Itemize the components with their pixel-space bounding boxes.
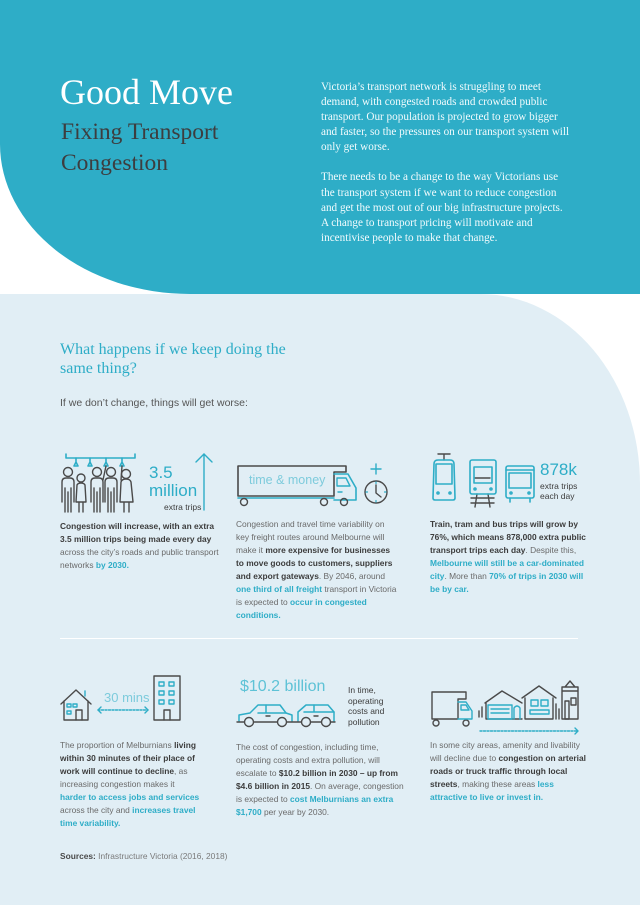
stat-value: 3.5: [149, 463, 173, 482]
stat-value: 30 mins: [104, 690, 150, 705]
truck-houses-icon: [430, 673, 582, 735]
sources-text: Infrastructure Victoria (2016, 2018): [98, 851, 228, 861]
stat-card-freight: [236, 452, 416, 622]
highlighted-text: increases travel time variability.: [60, 805, 196, 828]
highlighted-text: one third of all freight: [236, 584, 323, 594]
body-text: . More than: [444, 571, 490, 581]
highlighted-text: Melbourne will still be a car-dominated city: [430, 558, 585, 581]
arrow-up-icon: [194, 452, 214, 514]
stat-description: [60, 520, 220, 572]
body-text: Congestion and travel time variability on key freight routes around Melbourne will make it: [236, 519, 385, 555]
body-text: . Despite this,: [525, 545, 577, 555]
body-text: across the city and: [60, 805, 133, 815]
highlighted-text: occur in congested conditions.: [236, 597, 367, 620]
bold-text: congestion on arterial roads or truck traffic through local streets: [430, 753, 586, 789]
body-text: The cost of congestion, including time, operating costs and extra pollution, will escalate to: [236, 742, 380, 778]
highlighted-text: harder to access jobs and services: [60, 792, 200, 802]
section-heading: What happens if we keep doing the same thing?: [60, 341, 286, 377]
tram-train-bus-icon: [430, 452, 540, 514]
section-lead: If we don’t change, things will get worse:: [60, 397, 248, 409]
highlighted-text: cost Melburnians an extra $1,700: [236, 794, 394, 817]
stat-description: [430, 739, 590, 804]
stat-description: [236, 741, 408, 819]
stat-value: 878k: [540, 460, 577, 479]
section-divider: [60, 638, 578, 639]
intro-paragraph: Victoria’s transport network is struggling to meet demand, with congested roads and crowded public transport. Our population is projected to grow bigger and faster, so the pressures on our transport system will only get worse.: [321, 81, 570, 154]
stat-card-cost: [236, 675, 416, 819]
body-text: across the city’s roads and public transport networks: [60, 547, 219, 570]
body-text: transport in Victoria is expected to: [236, 584, 397, 607]
stat-caption: extra trips: [540, 481, 578, 491]
bold-text: $10.2 billion in 2030 – up from $4.6 billion in 2015: [236, 768, 398, 791]
stat-caption: extra trips: [164, 502, 202, 512]
bold-text: Congestion will increase, with an extra 3.5 million trips being made every day: [60, 521, 215, 544]
stat-description: [430, 518, 590, 596]
body-text: . By 2046, around: [318, 571, 385, 581]
stat-value: time & money: [249, 473, 326, 487]
bold-text: living within 30 minutes of their place of work will continue to decline: [60, 740, 196, 776]
cars-icon: [236, 703, 346, 729]
intro-paragraph: There needs to be a change to the way Victorians use the transport system if we want to reduce congestion and get the most out of our big infrastructure projects. A change to transport pricing will motivate and incentivise people to make that change.: [321, 171, 563, 244]
highlighted-text: 70% of trips in 2030 will be by car.: [430, 571, 584, 594]
body-text: , making these areas: [457, 779, 538, 789]
bold-text: more expensive for businesses to move goods to customers, suppliers and export gateways: [236, 545, 393, 581]
stat-card-livability: [430, 673, 610, 804]
body-text: , as increasing congestion makes it: [60, 766, 188, 789]
stat-value: $10.2 billion: [240, 678, 326, 695]
highlighted-text: by 2030.: [95, 560, 129, 570]
commuters-icon: [60, 452, 150, 514]
page-title: Good Move: [60, 72, 233, 112]
stat-card-public-transport: [430, 452, 610, 596]
stat-card-extra-trips: [60, 452, 240, 572]
stat-unit: million: [149, 481, 198, 500]
bold-text: Train, tram and bus trips will grow by 76%, which means 878,000 extra public transport trips each day: [430, 519, 586, 555]
body-text: . On average, congestion is expected to: [236, 781, 404, 804]
sources-label: Sources:: [60, 851, 96, 861]
body-text: The proportion of Melburnians: [60, 740, 175, 750]
page-subtitle: Fixing Transport Congestion: [61, 119, 219, 176]
stat-caption: each day: [540, 491, 575, 501]
hero-intro: [321, 80, 571, 261]
sources-note: [60, 851, 227, 861]
stat-description: [236, 518, 398, 622]
highlighted-text: less attractive to live or invest in.: [430, 779, 554, 802]
body-text: per year by 2030.: [261, 807, 330, 817]
body-text: In some city areas, amenity and livability will decline due to: [430, 740, 580, 763]
stat-card-commute: [60, 673, 240, 830]
stat-description: [60, 739, 200, 830]
stat-caption: In time, operating costs and pollution: [348, 685, 385, 727]
